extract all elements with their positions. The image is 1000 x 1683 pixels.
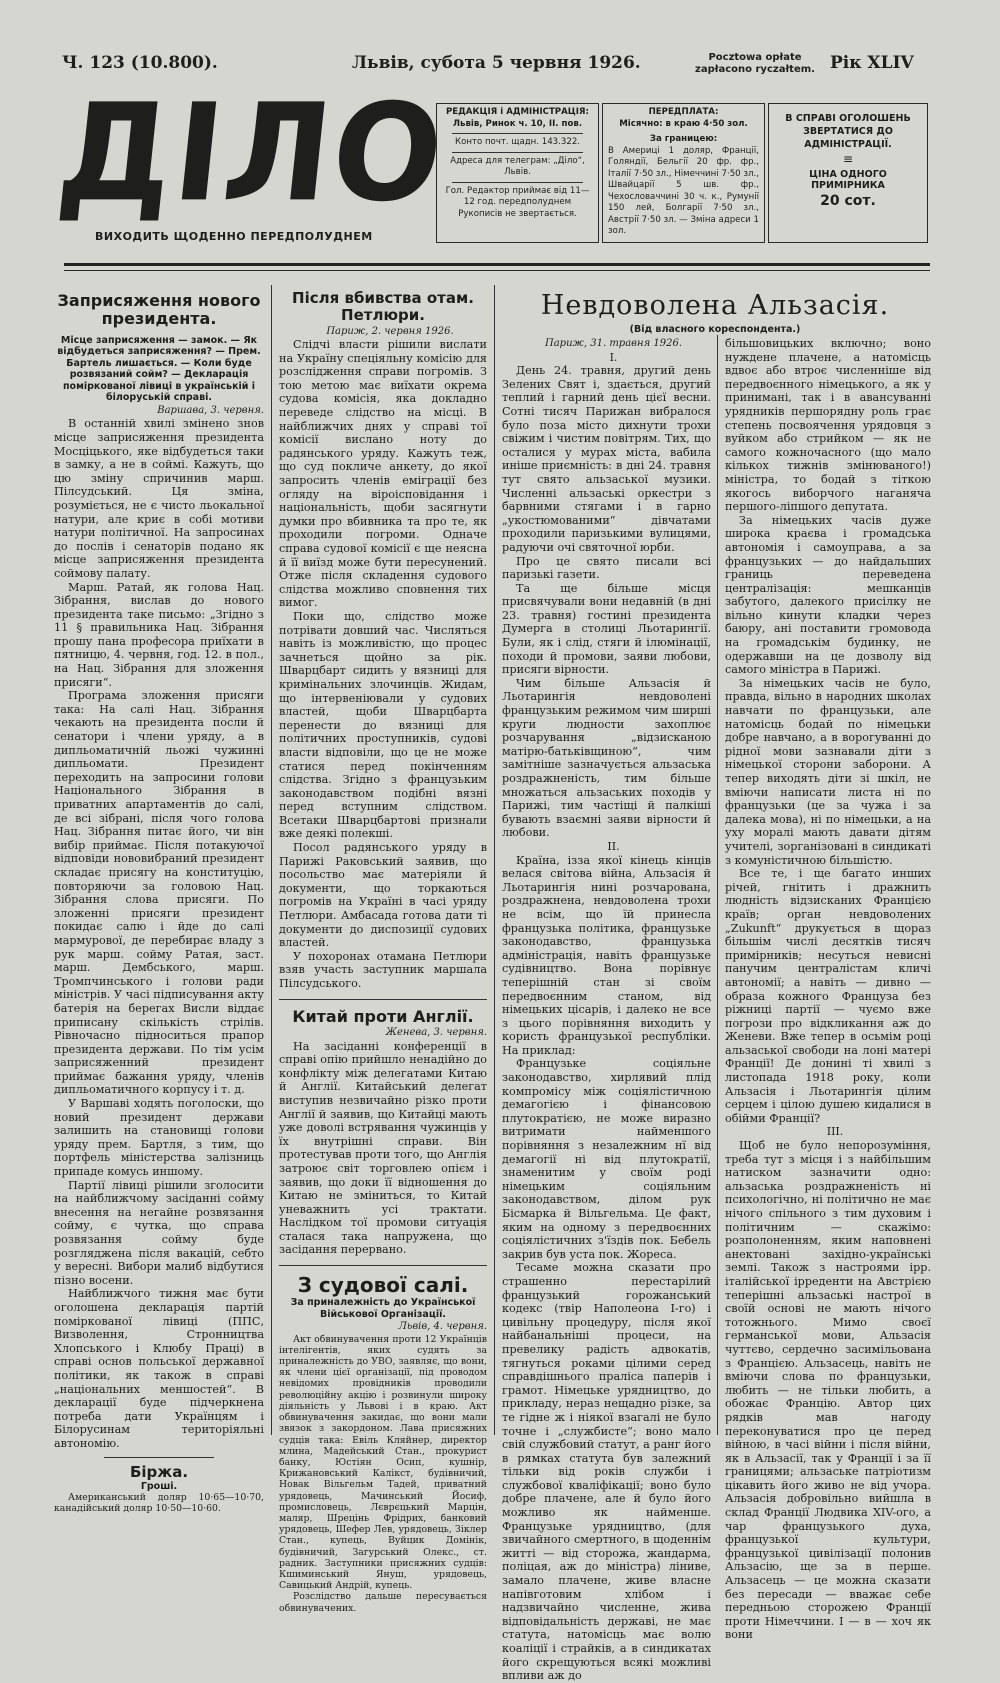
birzha-subtitle: Гроші. <box>140 1480 178 1492</box>
redaction-konto: Конто почт. щадн. 143.322. <box>454 137 581 147</box>
article-china-dateline: Женева, 3. червня. <box>385 1026 487 1038</box>
article-court-subtitle: За приналежність до Української Військової Організації. <box>290 1297 476 1320</box>
article-court-title: З судової салі. <box>297 1273 469 1298</box>
paragraph: Про це свято писали всі паризькі газети. <box>502 554 711 582</box>
article-inauguration-title: Заприсяження нового президента. <box>57 291 261 329</box>
article-alsace-title: Невдоволена Альзасія. <box>540 290 890 321</box>
paragraph: більшовицьких включно; воно нуждене плачене, а натомісць вдвоє або втроє численніше від передвоєнного німецького, а як у принимані, так і в авансуванні урядників першорядну роль грає степень посвоячення урядовця з вуйком або стрийком — як не самого кожночасного (що мало кількох тижнів змінюваного!) міністра, то бодай з тіткою якогось виборчого наганяча першого-ліпшого депутата. <box>725 337 931 514</box>
redaction-manuscripts: Рукописів не звертається. <box>458 208 577 219</box>
paragraph: Та ще більше місця присвячували вони недавній (в дні 23. травня) гостині президента Думерга в столиці Льотарингії. Були, як і слід, стяги й ілюмінації, походи й промови, заяви любови, присяги вірности. <box>502 581 711 677</box>
postal-note <box>690 52 820 76</box>
ornament-icon: ≡ <box>842 152 854 166</box>
paragraph: Програма зложення присяги така: На салі Нац. Зібрання чекають на президента посли й сенатори і члени уряду, а в дипльоматичній льожі чужинні дипльомати. Президент переходить на запросини голови Національного Зібрання в приватних апартаментів до салі, де всі зібрані, після чого голова Нац. Зібрання питає його, чи він вибір приймає. Після потакуючої відповіди нововибраний президент складає присягу на конституцію, повторяючи за головою Нац. Зібрання слова присяги. По зложенні присяги президент покидає салю і йде до салі мармурової, де перебирає владу з рук марш. сойму Ратая, заст. марш. Дембського, марш. Тромпчинського і голови ради міністрів. У часі підписування акту батерія на берегах Висли віддає приписану скількість стрілів. Рівночасно підноситься прапор президента держави. По тім усім заприсяженний президент приймає бажання уряду, членів дипльоматичного корпусу і т. д. <box>54 689 264 1097</box>
paragraph: За німецьких часів дуже широка краєва і громадська автономія і самоуправа, а за французьких — до найдальших границь переведена централізація: мешканців забутого, далекого присілку не вільно кинути кладки через баюру, ані поставити громовода на громадськім будинку, не одержавши на це дозволу від самого міністра в Парижі. <box>725 513 931 677</box>
subscription-monthly: Місячно: в краю 4·50 зол. <box>619 118 748 129</box>
paragraph: Тесаме можна сказати про страшенно перестарілий французький горожанський кодекс (твір Наполеона І-го) і цивільну процедуру, після якої найбанальніші процеси, на превелику радість адвокатів, тягнуться роками цілими серед справдішнього праліса паперів і грамот. Німецьке урядництво, до прикладу, нераз нещадно різке, за те гідне ж і ніякої взагалі не було точне і „службисте“; воно мало свій службовий статут, а ранг його в рямках статута був залежний тільки від років служби і службової кваліфікації; воно було добре плачене, але й було його можливо як найменше. Французьке урядництво, (для звичайного смертного, в щоденнім житті — від сторожа, жандарма, поліцая, аж до міністра) ліниве, замало плачене, живе власне напівготовим хлібом і надзвичайно численне, жива відповідальність державі, не має статута, натомісць має волю коаліції і страйків, а в синдикатах його скрещуються всякі можливі впливи аж до <box>502 1261 711 1683</box>
paragraph: У похоронах отамана Петлюри взяв участь заступник маршала Пілсудського. <box>279 949 487 990</box>
postal-line-2: zapłacono ryczałtem. <box>695 64 815 75</box>
paragraph: Марш. Ратай, як голова Нац. Зібрання, вислав до нового президента таке письмо: „Згідно з 11 § правильника Нац. Зібрання прошу пана професора приїхати в пятницю, 4. червня, год. 12. в пол., на Нац. Зібрання для зложення присяги“. <box>54 580 264 689</box>
paragraph: Слідчі власти рішили вислати на Україну спеціяльну комісію для розслідження справи погромів. З тою метою має виїхати окрема судова комісія, яка докладно переведе слідство на місці. В найближчих днях у справі тої комісії вислано ноту до радянського уряду. Кажуть теж, що суд покличе анкету, до якої запросить членів еміграції без огляду на віроісповідання і національність, щоби засягнути думки про вбивника та про те, як проходили погроми. Одначе справа судової комісії є ще неясна й її виїзд може бути пересунений. Отже після складення судового слідства можливо сповнення тих вимог. <box>279 338 487 610</box>
paragraph: Французьке соціяльне законодавство, хирлявий плід компромісу між соціялістичною демагогією і фінансовою плутократією, не може виразно витримати найменшого порівняння з незалежним нї від демагогії ні від плутократії, знаменитим у своїм роді німецьким соціяльним законодавством, ділом рук Бісмарка й Вільгельма. Це факт, яким на одному з передвоєнних соціялістичних з'їздів пок. Бебель закрив був уста пок. Жореса. <box>502 1057 711 1261</box>
paragraph: Розслідство дальше пересувається обвинувачених. <box>279 1591 487 1614</box>
masthead-logo: ДІЛО <box>50 75 452 232</box>
article-petliura-dateline: Париж, 2. червня 1926. <box>326 325 454 337</box>
ads-box <box>768 103 928 243</box>
place-date: Львів, субота 5 червня 1926. <box>352 53 641 73</box>
article-petliura <box>279 289 487 1614</box>
paragraph: Щоб не було непорозуміння, треба тут з місця і з найбільшим натиском зазначити одно: альзаська роздражненість ні психологічно, ні політично не має нічого спільного з тим духовим і політичним — скажімо: розполоненням, яким наповнені анектовані західно-українські землі. Також з настроями ірр. італійської ірреденти на Австрією теперішні альзаські настрої в своїй основі не мають нічого тотожнього. Мимо своєї германської мови, Альзасія чуттєво, сердечно засимільована з Францією. Альзасець, навіть не вміючи слова по французьки, любить — не тільки любить, а обожає Францію. Автор цих рядків мав нагоду переконуватися про це перед війною, в часі війни і після війни, як в Альзасії, так у Франції і за її границями; альзаське патріотизм цікавить його живо не від учора. Альзасія добровільно вийшла в склад Франції Людвика XIV-ого, а чар французького духа, французької культури, французької цивілізації полонив Альзасію, ще за в перше. Альзасець — це можна сказати без пересади — вважає себе передньою сторожею Франції проти Німеччини. І — в — хоч як вони <box>725 1139 931 1642</box>
article-alsace-subtitle: (Від власного кореспондента.) <box>629 324 801 335</box>
redaction-box <box>436 103 599 243</box>
section-number: III. <box>826 1125 844 1139</box>
subscription-box <box>602 103 765 243</box>
paragraph: За німецьких часів не було, правда, вільно в народних школах навчати по французьки, але натомісць бодай по німецьки добре навчано, а в ворогуванні до рідної мови зазнавали діти з німецької сторони заборони. А тепер виходять діти зі шкіл, не вміючи написати листа ні по французьки (це за чужа і за далека мова), ні по німецьки, а на уху моралі мають давати дітям учителі, зорганізовані в синдикаті з комуністичною більшістю. <box>725 676 931 867</box>
article-alsace-part1 <box>502 337 711 1683</box>
year-label: Рік XLIV <box>830 53 914 73</box>
price-value: 20 сот. <box>820 192 876 209</box>
article-court-dateline: Львів, 4. червня. <box>398 1321 487 1333</box>
column-rule-3 <box>717 335 718 1435</box>
paragraph: Партії лівиці рішили зголосити на найближчому засіданні сойму внесення на негайне розвязання сойму, є чутка, що справа розвязання сойму буде розгляджена після вакацій, себто у вересні. Вибори малиб відбутися пізно восени. <box>54 1178 264 1287</box>
article-china-title: Китай проти Англії. <box>292 1006 474 1026</box>
paragraph: Все те, і ще багато инших річей, гнітить і дражнить людність відзисканих Францією країв; орган невдоволених „Zukunft“ друкується в щораз більшім числі десятків тисяч примірників; несуться невисні панучим централістам кличі автономії; а навіть — дивно — образа кожного Француза без ріжниці партії — чуємо вже погрози про відкликання аж до Женеви. Вже тепер в осьмім році альзаської свободи на лоні матері Франції! Де донині ті хвилі з листопада 1918 року, коли Альзасія і Льотарингія цілим серцем і цілою душею кидалися в обійми Франції? <box>725 867 931 1125</box>
redaction-address: Львів, Ринок ч. 10, II. пов. <box>452 118 583 129</box>
paragraph: Чим більше Альзасія й Льотарингія невдоволені французьким режимом чим ширші круги людности захоплює розчарування „відзисканою матірю-батьківщиною“, чим замітніше зазначується альзаська роздражненість, тим більше множаться альзаських походів у Парижі, тим частіщі й палкіші бувають взаємні заяви вірности й любови. <box>502 676 711 840</box>
postal-line-1: Pocztowa opłate <box>708 52 802 63</box>
paragraph: Країна, ізза якої кінець кінців велася світова війна, Альзасія й Льотарингія нині розчарована, роздражнена, невдоволена трохи не всім, що їй принесла французька політика, французьке законодавство, французька адміністрація, навіть французьке судівництво. Вона порівнує теперішній стан зі своїм передвоєнним станом, від німецьких цісарів, і далеко не все з цього порівняння виходить у користь французької республіки. На приклад: <box>502 853 711 1057</box>
paragraph: Найближчого тижня має бути оголошена декларація партій поміркованої лівиці (ППС, Визволення, Стронництва Хлопського і Клюбу Праці) в справі основ польської державної політики, як також в справі „національних меншостей“. В декларації буде підчеркнена потреба дати Українцям і Білорусинам територіяльні автономію. <box>54 1287 264 1450</box>
article-alsace-dateline: Париж, 31. травня 1926. <box>544 338 682 349</box>
subscription-abroad-text: В Америці 1 доляр, Франції, Голяндії, Бельгії 20 фр. фр., Італії 7·50 зл., Німеччині 7·50 зл., Швайцарії 5 шв. фр., Чехословаччині 30 ч. к., Румунії 150 лей, Болгарії 7·50 зл., Австрії 7·50 зл. — Зміна адреси 1 зол. <box>608 145 759 236</box>
column-rule-1 <box>271 285 272 1435</box>
article-inauguration-dateline: Варшава, 3. червня. <box>157 404 264 416</box>
subscription-title: ПЕРЕДПЛАТА: <box>648 107 719 117</box>
article-alsace-part2 <box>725 337 931 1642</box>
paragraph: Акт обвинувачення проти 12 Українців інтелігентів, яких судять за приналежність до УВО, заявляє, що вони, як члени цієї організації, під проводом невідомих провідників проводили революційну акцію і розвинули широку діяльність у Львові і в краю. Акт обвинувачення закидає, що вони мали звязок з закордоном. Лава присяжних судців така: Евіль Кляйнер, директор млина, Мадейський Стан., прокурист банку, Юстіян Осип, кушнір, Крижановський Калікст, будівничий, Новак Вільгельм Тадей, приватний урядовець, Мачинський Йосиф, промисловець, Лєврєцький Марцін, маляр, Шрецінь Фрідрих, банковий урядовець, Шефер Лев, урядовець, Зіклер Стан., купець, Вуйцик Домінік, будівничий, Загурський Олекс., ст. радник. Заступники присяжних судців: Кшиминський Януш, урядовець, Савицький Андрій, купець. <box>279 1333 487 1592</box>
subscription-abroad-title: За границею: <box>649 134 718 144</box>
paragraph: В останній хвилі змінено знов місце заприсяження президента Мосціцького, яке відбудеться таки в замку, а не в соймі. Кажуть, що цю зміну спричинив марш. Пілсудський. Ця зміна, розуміється, не є чисто льокальної натури, але криє в собі мотиви натури політичної. На запросинах до послів і сенаторів подано як місце заприсяження президента соймову палату. <box>54 417 264 580</box>
header-rule-bottom <box>64 270 930 271</box>
redaction-telegram: Адреса для телеграм: „Діло“, Львів. <box>450 155 585 177</box>
ads-text: В СПРАВІ ОГОЛОШЕНЬ ЗВЕРТАТИСЯ ДО АДМІНІСТРАЦІЇ. <box>785 113 911 150</box>
paragraph: Поки що, слідство може потрівати довший час. Числяться навіть із можливістю, що процес зачнеться щойно за рік. Шварцбарт сидить у вязниці для кримінальних злочинців. Жидам, що інтервеніювали у судових властей, щоби Шварцбарта перенести до вязниці для політичних проступників, судові власти відповіли, що це не може статися перед покінченням слідства. Згідно з французьким законодавством подібні вязні перед вступним слідством. Всетаки Шварцбартові признали вже деякі полекші. <box>279 609 487 841</box>
redaction-title: РЕДАКЦІЯ і АДМІНІСТРАЦІЯ: <box>445 107 589 117</box>
price-label: ЦІНА ОДНОГО ПРИМІРНИКА <box>809 168 887 191</box>
tagline: ВИХОДИТЬ ЩОДЕННО ПЕРЕДПОЛУДНЕМ <box>95 230 373 243</box>
birzha-text: Американський доляр 10·65—10·70, канадійський доляр 10·50—10·60. <box>54 1492 264 1515</box>
article-inauguration <box>54 291 264 1515</box>
column-rule-2 <box>494 285 495 1435</box>
birzha-title: Біржа. <box>129 1462 189 1481</box>
section-number: II. <box>607 839 620 853</box>
redaction-editor: Гол. Редактор приймає від 11—12 год. передполуднем <box>445 185 590 207</box>
section-number: I. <box>609 350 618 364</box>
article-inauguration-lead: Місце заприсяження — замок. — Як відбудеться заприсяження? — Прем. Бартель лишається. — Коли буде розвязаний сойм? — Декларація поміркованої лівиці в українській і білоруській справі. <box>57 334 261 404</box>
issue-number: Ч. 123 (10.800). <box>62 53 218 73</box>
paragraph: День 24. травня, другий день Зелених Свят і, здається, другий теплий і гарний день цієї весни. Сотні тисяч Парижан вибралося було поза місто дихнути трохи свіжим і чистим повітрям. Тих, що осталися у мурах міста, вабила иніше приємність: в дні 24. травня тут свято альзаської музики. Численні альзаські оркестри з барвними стягами і в гарно „укостюмованими“ дівчатами проходили паризькими вулицями, радуючи очі святочної юрби. <box>502 364 711 554</box>
paragraph: Посол радянського уряду в Парижі Раковський заявив, що посольство має матеріяли й документи, що торкаються погромів на Україні в часі уряду Петлюри. Амбасада готова дати ті документи до диспозиції судових властей. <box>279 841 487 950</box>
paragraph: У Варшаві ходять поголоски, що новий президент держави залишить на становищі голови уряду прем. Бартля, з тим, що портфель міністерства залізниць припаде комусь иншому. <box>54 1097 264 1179</box>
header-rule-top <box>64 263 930 266</box>
paragraph: На засіданні конференції в справі опію прийшло ненадійно до конфлікту між делегатами Китаю й Англії. Китайський делегат виступив незвичайно різко проти Англії й заявив, що Китайці мають уже доволі встрявання чужинців у їх внутрішні справи. Він протестував проти того, що Англія затроює світ торговлею опієм і заявив, що доки її відношення до Китаю не зміниться, то Китай уневажнить усі трактати. Наслідком тої промови ситуація сталася така напружена, що засідання перервано. <box>279 1039 487 1257</box>
article-petliura-title: Після вбивства отам. Петлюри. <box>292 289 474 325</box>
